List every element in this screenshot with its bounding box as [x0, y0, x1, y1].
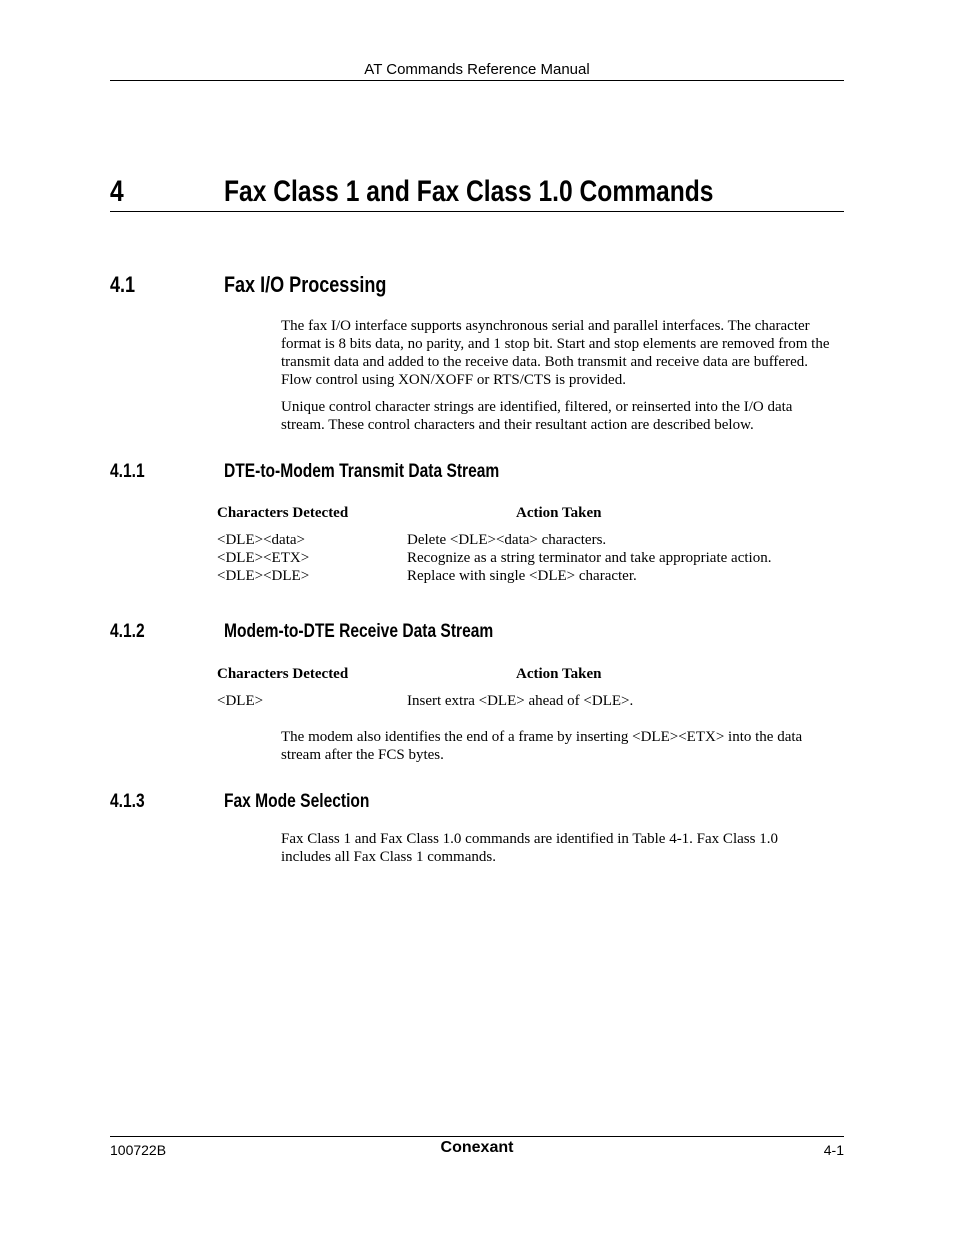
- header-rule: [110, 80, 844, 81]
- section-4-1-title: Fax I/O Processing: [224, 272, 387, 297]
- footer-company: Conexant: [440, 1139, 514, 1156]
- table-1-row-1-characters: <DLE><data>: [217, 532, 305, 548]
- section-4-1-2-note: The modem also identifies the end of a frame by inserting <DLE><ETX> into the data stream after the FCS bytes.: [281, 729, 803, 763]
- footer-page-number: 4-1: [823, 1142, 844, 1158]
- section-4-1-1-title: DTE-to-Modem Transmit Data Stream: [224, 461, 500, 482]
- chapter-title: Fax Class 1 and Fax Class 1.0 Commands: [224, 175, 714, 208]
- section-4-1-3-paragraph: Fax Class 1 and Fax Class 1.0 commands are identified in Table 4-1. Fax Class 1.0 includes all Fax Class 1 commands.: [281, 831, 778, 865]
- table-1-row-2-characters: <DLE><ETX>: [217, 550, 310, 566]
- table-1-row-3-characters: <DLE><DLE>: [217, 568, 310, 584]
- table-1-row-2-action: Recognize as a string terminator and take appropriate action.: [407, 550, 772, 566]
- footer-doc-number: 100722B: [110, 1142, 167, 1158]
- table-2-header-characters: Characters Detected: [217, 666, 349, 682]
- table-1-row-3-action: Replace with single <DLE> character.: [407, 568, 637, 584]
- table-1-header-action: Action Taken: [516, 505, 602, 521]
- section-4-1-number: 4.1: [110, 272, 136, 297]
- table-2-row-1-action: Insert extra <DLE> ahead of <DLE>.: [407, 693, 634, 709]
- section-4-1-3-number: 4.1.3: [110, 791, 145, 812]
- chapter-rule: [110, 211, 844, 212]
- section-4-1-3-title: Fax Mode Selection: [224, 791, 370, 812]
- table-2-header-action: Action Taken: [516, 666, 602, 682]
- section-4-1-2-title: Modem-to-DTE Receive Data Stream: [224, 621, 494, 642]
- table-2-row-1-characters: <DLE>: [217, 693, 264, 709]
- section-4-1-paragraph-2: Unique control character strings are identified, filtered, or reinserted into the I/O data stream. These control characters and their resultant action are described below.: [281, 399, 793, 433]
- footer-rule: [110, 1136, 844, 1137]
- section-4-1-paragraph-1: The fax I/O interface supports asynchronous serial and parallel interfaces. The character format is 8 bits data, no parity, and 1 stop bit. Start and stop elements are removed from the transmit data and added to the receive data. Both transmit and receive data are buffered. Flow control using XON/XOFF or RTS/CTS is provided.: [281, 318, 830, 388]
- section-4-1-2-number: 4.1.2: [110, 621, 145, 642]
- running-header-title: AT Commands Reference Manual: [364, 61, 590, 78]
- table-1-header-characters: Characters Detected: [217, 505, 349, 521]
- chapter-number: 4: [110, 175, 124, 208]
- table-1-row-1-action: Delete <DLE><data> characters.: [407, 532, 607, 548]
- section-4-1-1-number: 4.1.1: [110, 461, 145, 482]
